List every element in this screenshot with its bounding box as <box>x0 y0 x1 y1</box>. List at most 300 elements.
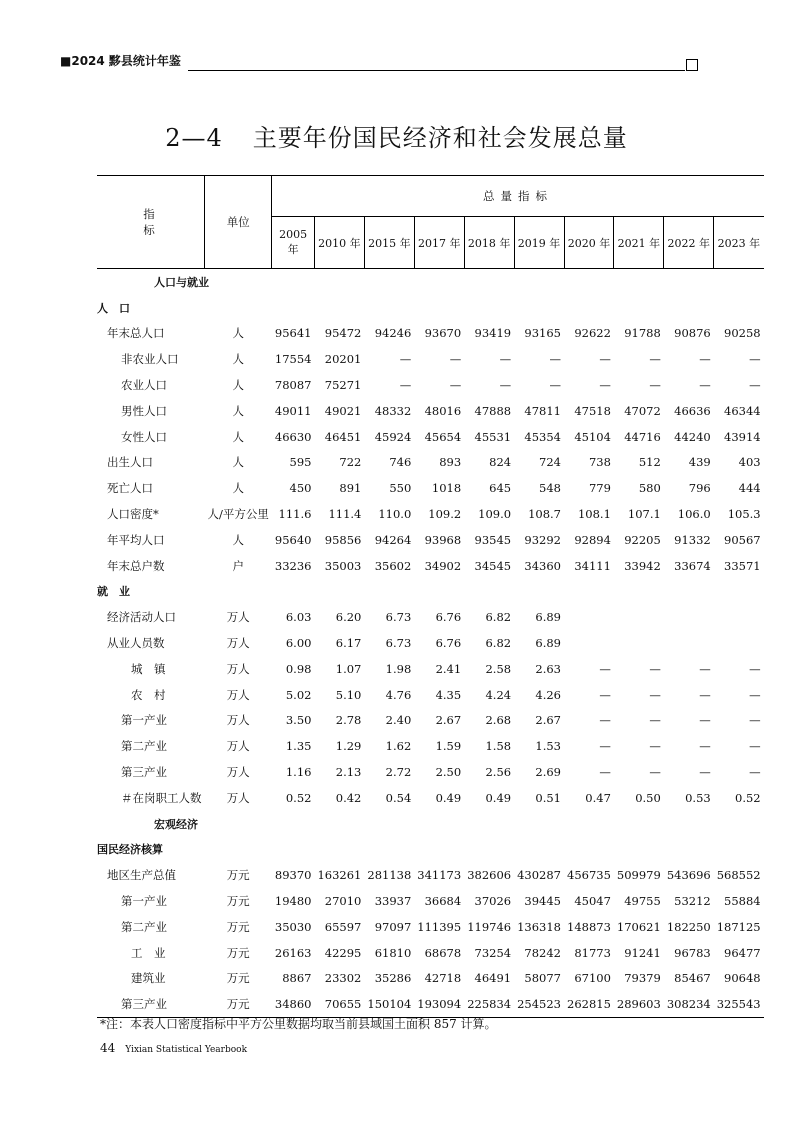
table-cell: 34902 <box>424 558 462 573</box>
table-cell: 92205 <box>624 532 661 547</box>
row-unit: 人 <box>232 403 244 418</box>
table-row <box>97 914 764 940</box>
row-unit: 人/平方公里 <box>207 507 269 522</box>
table-cell: — <box>749 713 761 728</box>
table-cell: — <box>399 352 412 367</box>
row-unit: 万人 <box>226 636 250 651</box>
table-cell: 262815 <box>564 991 614 1017</box>
table-row <box>97 888 764 914</box>
table-cell: 5.02 <box>285 687 312 702</box>
table-cell: — <box>749 378 761 393</box>
footnote: *注：本表人口密度指标中平方公里数据均取当前县域国土面积 857 计算。 <box>100 1017 497 1031</box>
table-cell: 34545 <box>474 558 512 573</box>
footer-english-title: Yixian Statistical Yearbook <box>125 1045 248 1055</box>
table-cell: — <box>699 378 711 393</box>
row-unit: 户 <box>232 558 244 573</box>
row-unit: 万元 <box>226 945 250 960</box>
table-cell: 595 <box>289 455 312 470</box>
row-unit: 人 <box>232 378 244 393</box>
table-cell: 2.69 <box>535 765 561 780</box>
table-cell: 67100 <box>574 971 611 986</box>
table-cell: 2.56 <box>485 765 512 780</box>
table-row <box>97 553 764 579</box>
table-cell: 89370 <box>274 868 312 883</box>
table-cell: 163261 <box>317 868 362 883</box>
table-cell: 0.50 <box>635 790 661 805</box>
table-cell: 0.49 <box>485 790 512 805</box>
table-cell: — <box>499 352 512 367</box>
header-total-indicators: 总量指标 <box>272 176 764 217</box>
table-cell: — <box>749 765 761 780</box>
table-cell: — <box>549 352 561 367</box>
table-cell: — <box>699 661 711 676</box>
table-cell: — <box>599 713 611 728</box>
table-cell <box>564 604 614 630</box>
table-cell: 119746 <box>467 919 512 934</box>
table-cell: 47518 <box>574 403 611 418</box>
table-row <box>97 321 764 347</box>
row-label: 建筑业 <box>131 971 166 986</box>
table-cell: 111395 <box>417 919 462 934</box>
table-cell: — <box>699 352 711 367</box>
table-cell: 26163 <box>274 945 312 960</box>
table-cell: 107.1 <box>627 507 661 522</box>
table-cell: 1.58 <box>485 739 512 754</box>
table-cell: 0.42 <box>335 790 362 805</box>
row-unit: 万人 <box>226 610 250 625</box>
table-cell: 35286 <box>374 971 412 986</box>
table-cell: 49021 <box>324 403 362 418</box>
table-cell: 27010 <box>324 894 362 909</box>
table-cell: — <box>649 352 661 367</box>
table-cell <box>714 604 764 630</box>
row-label: 城 镇 <box>131 661 166 676</box>
row-unit: 人 <box>232 326 244 341</box>
table-cell: 645 <box>489 481 512 496</box>
table-cell: — <box>699 687 711 702</box>
table-cell: 891 <box>339 481 362 496</box>
row-label: 非农业人口 <box>121 352 179 367</box>
table-cell: 2.40 <box>385 713 412 728</box>
table-cell: 106.0 <box>677 507 711 522</box>
header-year: 2019 年 <box>514 217 564 269</box>
header-year: 2005 年 <box>272 217 315 269</box>
row-label: 年末总人口 <box>107 326 165 341</box>
table-cell: 136318 <box>517 919 561 934</box>
table-cell <box>614 604 664 630</box>
row-unit: 万元 <box>226 971 250 986</box>
table-cell: 96477 <box>724 945 761 960</box>
table-cell: 33236 <box>274 558 312 573</box>
table-cell: 3.50 <box>285 713 312 728</box>
table-cell: 289603 <box>614 991 664 1017</box>
table-cell: 722 <box>339 455 362 470</box>
table-cell: 73254 <box>474 945 512 960</box>
table-cell: 148873 <box>567 919 611 934</box>
table-cell: 93545 <box>474 532 512 547</box>
table-cell: 2.41 <box>435 661 462 676</box>
page-number: 44 <box>100 1041 116 1055</box>
table-cell: 46491 <box>474 971 512 986</box>
table-cell: 78242 <box>524 945 561 960</box>
table-cell: — <box>599 765 611 780</box>
row-label: 经济活动人口 <box>107 610 176 625</box>
table-cell: 93670 <box>424 326 462 341</box>
table-cell: 68678 <box>424 945 462 960</box>
table-cell: 37026 <box>474 894 512 909</box>
table-cell: 403 <box>738 455 761 470</box>
table-cell: 49011 <box>274 403 312 418</box>
table-cell: 109.0 <box>478 507 512 522</box>
table-cell: 724 <box>539 455 561 470</box>
table-cell: 4.26 <box>535 687 561 702</box>
table-row <box>97 475 764 501</box>
table-cell: 93419 <box>474 326 512 341</box>
row-unit: 万人 <box>226 739 250 754</box>
table-cell: 85467 <box>674 971 711 986</box>
header-year: 2020 年 <box>564 217 614 269</box>
running-head: ■2024 黟县统计年鉴 <box>60 54 181 68</box>
section-heading: 宏观经济 <box>154 817 198 831</box>
row-label: 第三产业 <box>121 765 167 780</box>
row-unit: 人 <box>232 352 244 367</box>
table-cell: 92894 <box>574 532 611 547</box>
row-unit: 万人 <box>226 713 250 728</box>
table-cell: — <box>699 713 711 728</box>
table-cell: 90876 <box>674 326 711 341</box>
table-cell: 6.73 <box>385 636 412 651</box>
table-cell: 33571 <box>724 558 761 573</box>
table-cell: 42295 <box>324 945 362 960</box>
row-label: ＃在岗职工人数 <box>121 790 202 805</box>
table-cell: 48332 <box>374 403 412 418</box>
table-cell: — <box>749 352 761 367</box>
table-cell: 543696 <box>666 868 711 883</box>
table-cell: 779 <box>588 481 611 496</box>
row-label: 第一产业 <box>121 894 167 909</box>
row-label: 女性人口 <box>121 429 167 444</box>
table-cell: 53212 <box>674 894 711 909</box>
table-cell: 96783 <box>674 945 711 960</box>
table-cell: 0.49 <box>435 790 462 805</box>
table-cell: 91241 <box>624 945 661 960</box>
row-label: 地区生产总值 <box>107 868 176 883</box>
table-cell: 78087 <box>274 378 312 393</box>
table-cell: — <box>649 687 661 702</box>
table-cell: — <box>649 378 661 393</box>
table-cell: 58077 <box>524 971 561 986</box>
row-unit: 人 <box>232 532 244 547</box>
table-cell: 33937 <box>374 894 412 909</box>
table-cell: 548 <box>539 481 561 496</box>
table-cell: 47072 <box>624 403 661 418</box>
table-cell: 2.50 <box>435 765 462 780</box>
corner-box <box>686 59 698 71</box>
table-cell: 44716 <box>624 429 661 444</box>
table-cell: 45654 <box>424 429 462 444</box>
table-cell: 1.62 <box>385 739 412 754</box>
table-cell: 738 <box>588 455 611 470</box>
row-label: 第二产业 <box>121 739 167 754</box>
table-cell: 79379 <box>624 971 661 986</box>
table-cell: 111.4 <box>328 507 362 522</box>
table-cell: 94264 <box>374 532 412 547</box>
group-heading: 就 业 <box>97 585 130 599</box>
page-footer <box>100 1041 247 1055</box>
table-cell: 97097 <box>374 919 412 934</box>
table-cell: 1.07 <box>335 661 362 676</box>
table-cell: 450 <box>289 481 312 496</box>
table-cell: 1.35 <box>285 739 312 754</box>
row-unit: 万元 <box>205 991 272 1017</box>
table-cell: 45104 <box>574 429 611 444</box>
table-cell <box>564 630 614 656</box>
row-unit: 万人 <box>226 765 250 780</box>
row-unit: 万人 <box>226 790 250 805</box>
table-cell: 254523 <box>514 991 564 1017</box>
table-cell: 0.54 <box>385 790 412 805</box>
table-cell: 47888 <box>474 403 512 418</box>
table-cell: 187125 <box>716 919 761 934</box>
table-row <box>97 862 764 888</box>
row-label: 人口密度* <box>107 507 159 522</box>
row-label: 出生人口 <box>107 455 153 470</box>
row-label: 农 村 <box>131 687 166 702</box>
table-row <box>97 527 764 553</box>
table-cell: 36684 <box>424 894 462 909</box>
table-cell: 105.3 <box>727 507 761 522</box>
table-cell: 93165 <box>524 326 561 341</box>
table-cell: 2.72 <box>385 765 412 780</box>
table-cell: 39445 <box>524 894 561 909</box>
table-cell: 46451 <box>324 429 362 444</box>
table-cell: — <box>499 378 512 393</box>
table-cell: 90648 <box>724 971 761 986</box>
table-cell: — <box>599 352 611 367</box>
table-cell: — <box>599 378 611 393</box>
table-cell: 109.2 <box>428 507 462 522</box>
table-row <box>97 450 764 476</box>
row-unit: 万人 <box>226 661 250 676</box>
table-cell: — <box>449 378 462 393</box>
header-year: 2021 年 <box>614 217 664 269</box>
table-cell: — <box>649 661 661 676</box>
table-cell <box>664 630 714 656</box>
table-cell: 2.67 <box>535 713 561 728</box>
table-row <box>97 398 764 424</box>
table-cell: 90258 <box>724 326 761 341</box>
table-cell: 0.98 <box>285 661 312 676</box>
table-cell: 6.89 <box>535 636 561 651</box>
table-cell: 6.20 <box>335 610 362 625</box>
table-cell: 35602 <box>374 558 412 573</box>
table-row <box>97 630 764 656</box>
table-cell: 34860 <box>272 991 315 1017</box>
header-unit: 单位 <box>205 176 272 269</box>
table-cell: 95641 <box>274 326 312 341</box>
table-cell: 17554 <box>274 352 312 367</box>
table-row <box>97 604 764 630</box>
table-cell: — <box>699 765 711 780</box>
table-cell: — <box>649 739 661 754</box>
table-cell: 568552 <box>716 868 761 883</box>
table-row <box>97 940 764 966</box>
table-cell: 55884 <box>724 894 761 909</box>
row-label: 农业人口 <box>121 378 167 393</box>
table-cell: 1.29 <box>335 739 362 754</box>
table-cell: 2.78 <box>335 713 362 728</box>
row-label: 工 业 <box>131 945 166 960</box>
row-label: 年平均人口 <box>107 532 165 547</box>
table-cell: 4.76 <box>385 687 412 702</box>
table-cell: 6.76 <box>435 636 462 651</box>
table-cell: 43914 <box>724 429 761 444</box>
table-cell: 0.47 <box>585 790 611 805</box>
row-unit: 人 <box>232 455 244 470</box>
table-cell: 49755 <box>624 894 661 909</box>
table-cell: 150104 <box>364 991 414 1017</box>
table-cell: 90567 <box>724 532 761 547</box>
row-unit: 万元 <box>226 868 250 883</box>
table-row <box>97 269 764 295</box>
table-cell: 4.35 <box>435 687 462 702</box>
header-year: 2010 年 <box>314 217 364 269</box>
table-cell: 95640 <box>274 532 312 547</box>
table-row <box>97 811 764 837</box>
table-cell: 108.1 <box>577 507 611 522</box>
header-rule <box>188 70 685 71</box>
table-cell: 108.7 <box>528 507 561 522</box>
row-label: 男性人口 <box>121 403 167 418</box>
table-cell: 42718 <box>424 971 462 986</box>
table-cell: 91332 <box>674 532 711 547</box>
table-cell: 33942 <box>624 558 661 573</box>
table-cell: 70655 <box>314 991 364 1017</box>
table-cell: — <box>749 661 761 676</box>
table-row <box>97 346 764 372</box>
table-cell: 5.10 <box>335 687 362 702</box>
table-cell: 35030 <box>274 919 312 934</box>
table-cell: 95472 <box>324 326 362 341</box>
table-cell: 0.52 <box>735 790 761 805</box>
table-cell: — <box>749 687 761 702</box>
table-row <box>97 682 764 708</box>
table-cell: 2.68 <box>485 713 512 728</box>
header-year: 2022 年 <box>664 217 714 269</box>
table-cell: 6.03 <box>285 610 312 625</box>
table-cell: 0.52 <box>285 790 312 805</box>
table-cell: 2.13 <box>335 765 362 780</box>
table-cell: 81773 <box>574 945 611 960</box>
table-cell: 34360 <box>524 558 561 573</box>
row-label: 死亡人口 <box>107 481 153 496</box>
table-row <box>97 295 764 321</box>
table-cell: 6.00 <box>285 636 312 651</box>
table-cell: 225834 <box>464 991 514 1017</box>
table-cell: 439 <box>688 455 711 470</box>
table-cell: 6.76 <box>435 610 462 625</box>
table-cell: 92622 <box>574 326 611 341</box>
table-cell: 33674 <box>674 558 711 573</box>
table-cell: 824 <box>489 455 512 470</box>
table-cell: 325543 <box>714 991 764 1017</box>
table-cell: 47811 <box>524 403 561 418</box>
table-cell: 19480 <box>274 894 312 909</box>
table-row <box>97 966 764 992</box>
table-cell: 45047 <box>574 894 611 909</box>
row-label: 年末总户数 <box>107 558 165 573</box>
table-cell: 45354 <box>524 429 561 444</box>
table-row <box>97 708 764 734</box>
header-year: 2015 年 <box>364 217 414 269</box>
table-cell: — <box>399 378 412 393</box>
table-cell: 1.98 <box>385 661 412 676</box>
table-cell: 35003 <box>324 558 362 573</box>
table-cell: 91788 <box>624 326 661 341</box>
table-cell: 95856 <box>324 532 362 547</box>
table-cell: 509979 <box>616 868 661 883</box>
table-cell: 75271 <box>324 378 362 393</box>
table-cell: 1.16 <box>285 765 312 780</box>
table-cell: 44240 <box>674 429 711 444</box>
table-row <box>97 424 764 450</box>
table-row <box>97 656 764 682</box>
table-cell: — <box>649 713 661 728</box>
header-year: 2017 年 <box>414 217 464 269</box>
table-cell <box>614 630 664 656</box>
table-cell: 6.89 <box>535 610 561 625</box>
title-text: 主要年份国民经济和社会发展总量 <box>252 124 628 152</box>
page-title <box>0 118 793 153</box>
table-cell: 111.6 <box>278 507 312 522</box>
row-unit: 万人 <box>226 687 250 702</box>
table-row <box>97 579 764 605</box>
table-cell: — <box>749 739 761 754</box>
table-cell: 34111 <box>574 558 611 573</box>
table-cell: 193094 <box>414 991 464 1017</box>
table-row <box>97 991 764 1017</box>
table-cell: 45531 <box>474 429 512 444</box>
table-cell: 281138 <box>367 868 412 883</box>
table-cell: 2.67 <box>435 713 462 728</box>
table-cell: 308234 <box>664 991 714 1017</box>
table-cell <box>714 630 764 656</box>
header-indicator: 指 标 <box>97 176 205 269</box>
table-cell: 6.17 <box>335 636 362 651</box>
table-cell: 4.24 <box>485 687 512 702</box>
table-cell: — <box>599 661 611 676</box>
table-cell: 580 <box>638 481 661 496</box>
statistics-table <box>97 175 764 1018</box>
table-cell: 182250 <box>666 919 711 934</box>
header-year: 2023 年 <box>714 217 764 269</box>
table-cell: 444 <box>738 481 761 496</box>
row-label: 第三产业 <box>97 991 205 1017</box>
table-cell: 93292 <box>524 532 561 547</box>
title-number: 2—4 <box>165 124 223 152</box>
table-row <box>97 501 764 527</box>
table-cell: 382606 <box>467 868 512 883</box>
table-cell: 456735 <box>567 868 611 883</box>
table-cell: 2.63 <box>535 661 561 676</box>
table-cell: 94246 <box>374 326 412 341</box>
group-heading: 国民经济核算 <box>97 843 163 857</box>
table-cell: 20201 <box>324 352 362 367</box>
table-cell: 61810 <box>374 945 412 960</box>
table-cell: 23302 <box>324 971 362 986</box>
row-unit: 万元 <box>226 919 250 934</box>
table-cell: 512 <box>638 455 661 470</box>
